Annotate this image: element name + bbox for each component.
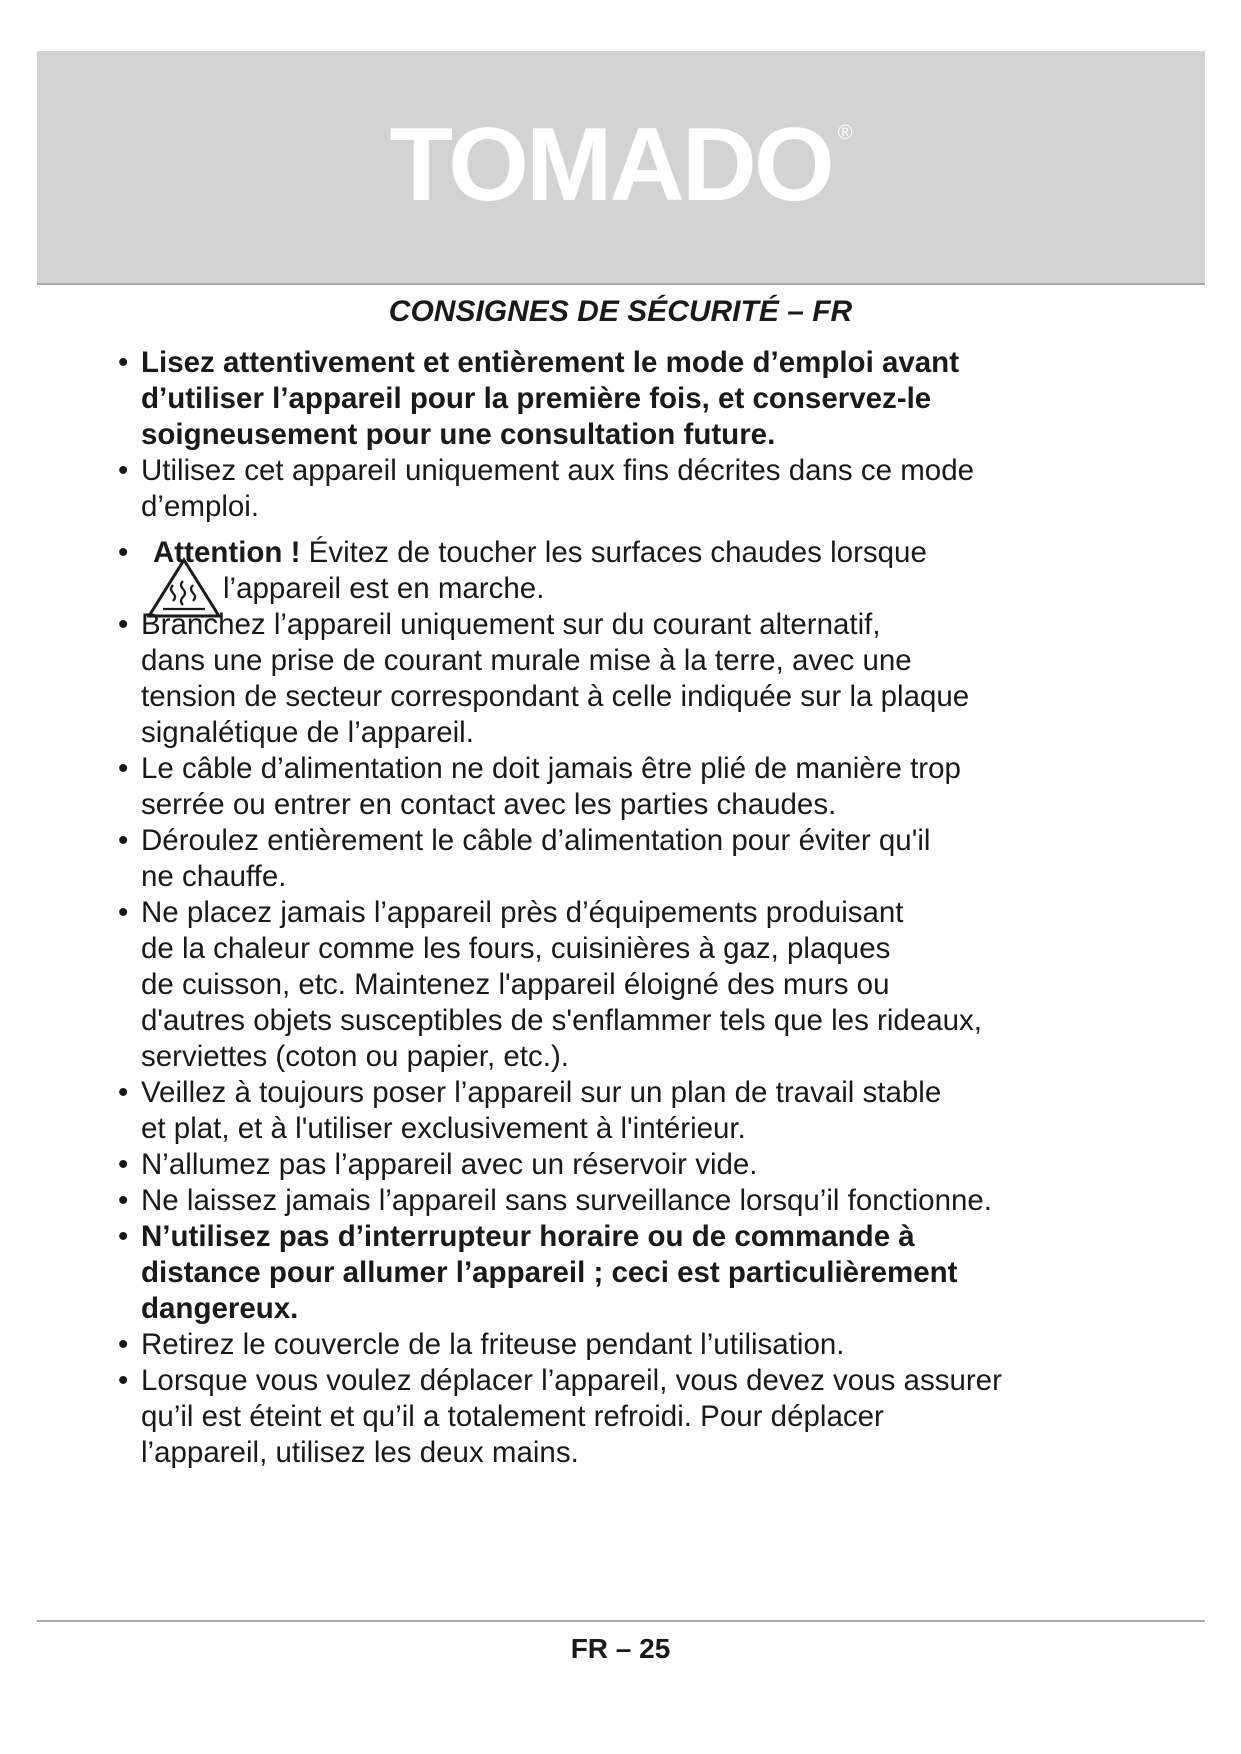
list-item [118, 345, 1118, 453]
item-line: d'autres objets susceptibles de s'enflammer tels que les rideaux, [141, 1004, 982, 1037]
item-line: l’appareil, utilisez les deux mains. [141, 1436, 579, 1469]
item-line: soigneusement pour une consultation future. [141, 418, 776, 451]
item-line: Veillez à toujours poser l’appareil sur un plan de travail stable [141, 1076, 942, 1109]
item-line: et plat, et à l'utiliser exclusivement à l'intérieur. [141, 1112, 746, 1145]
bullet: • [118, 1220, 129, 1253]
item-line: Ne laissez jamais l’appareil sans surveillance lorsqu’il fonctionne. [141, 1184, 992, 1217]
header-band [37, 51, 1205, 285]
item-line: l’appareil est en marche. [223, 572, 545, 605]
item-line: d’utiliser l’appareil pour la première fois, et conservez-le [141, 382, 932, 415]
item-line: Retirez le couvercle de la friteuse pendant l’utilisation. [141, 1328, 845, 1361]
bullet: • [118, 1364, 129, 1397]
list-item [118, 453, 1118, 525]
item-line: tension de secteur correspondant à celle indiquée sur la plaque [141, 680, 970, 713]
item-line: Lorsque vous voulez déplacer l’appareil, vous devez vous assurer [141, 1364, 1002, 1397]
item-line: N’allumez pas l’appareil avec un réservoir vide. [141, 1148, 758, 1181]
list-item [118, 895, 1118, 1075]
item-line [141, 535, 1118, 571]
bullet: • [118, 752, 129, 785]
registered-mark: ® [837, 122, 853, 144]
warning-text: Évitez de toucher les surfaces chaudes lorsque [300, 536, 927, 569]
item-line: ne chauffe. [141, 860, 287, 893]
bullet: • [118, 824, 129, 857]
list-item [118, 1183, 1118, 1219]
item-line: serrée ou entrer en contact avec les parties chaudes. [141, 788, 837, 821]
bullet: • [118, 536, 129, 569]
page-number: FR – 25 [570, 1633, 671, 1664]
list-item [118, 751, 1118, 823]
item-line: Le câble d’alimentation ne doit jamais être plié de manière trop [141, 752, 961, 785]
bullet: • [118, 1148, 129, 1181]
item-line: distance pour allumer l’appareil ; ceci est particulièrement [141, 1256, 958, 1289]
bullet: • [118, 608, 129, 641]
item-line: Déroulez entièrement le câble d’alimentation pour éviter qu'il [141, 824, 931, 857]
item-line: N’utilisez pas d’interrupteur horaire ou de commande à [141, 1220, 915, 1253]
item-line: dangereux. [141, 1292, 299, 1325]
brand-logo [37, 107, 1205, 223]
item-line: signalétique de l’appareil. [141, 716, 474, 749]
item-line: de la chaleur comme les fours, cuisinières à gaz, plaques [141, 932, 891, 965]
list-item [118, 607, 1118, 751]
item-line: Utilisez cet appareil uniquement aux fins décrites dans ce mode [141, 454, 975, 487]
list-item [118, 1363, 1118, 1471]
page-title: CONSIGNES DE SÉCURITÉ – FR [388, 295, 853, 328]
footer-divider [37, 1620, 1205, 1622]
list-item [118, 1219, 1118, 1327]
item-line: serviettes (coton ou papier, etc.). [141, 1040, 569, 1073]
bullet: • [118, 454, 129, 487]
brand-name: TOMADO [389, 107, 832, 223]
list-item [118, 1075, 1118, 1147]
list-item [118, 823, 1118, 895]
bullet: • [118, 1328, 129, 1361]
item-line: de cuisson, etc. Maintenez l'appareil éloigné des murs ou [141, 968, 890, 1001]
bullet: • [118, 346, 129, 379]
list-item [118, 1147, 1118, 1183]
item-line: Lisez attentivement et entièrement le mode d’emploi avant [141, 346, 960, 379]
item-line: d’emploi. [141, 490, 260, 523]
item-line: Branchez l’appareil uniquement sur du courant alternatif, [141, 608, 881, 641]
item-line: qu’il est éteint et qu’il a totalement refroidi. Pour déplacer [141, 1400, 884, 1433]
safety-instructions-list [118, 345, 1118, 1471]
bullet: • [118, 1184, 129, 1217]
bullet: • [118, 1076, 129, 1109]
list-item-warning [118, 535, 1118, 607]
item-line: Ne placez jamais l’appareil près d’équipements produisant [141, 896, 904, 929]
list-item [118, 1327, 1118, 1363]
bullet: • [118, 896, 129, 929]
attention-label: Attention ! [153, 536, 301, 569]
item-line: dans une prise de courant murale mise à la terre, avec une [141, 644, 912, 677]
